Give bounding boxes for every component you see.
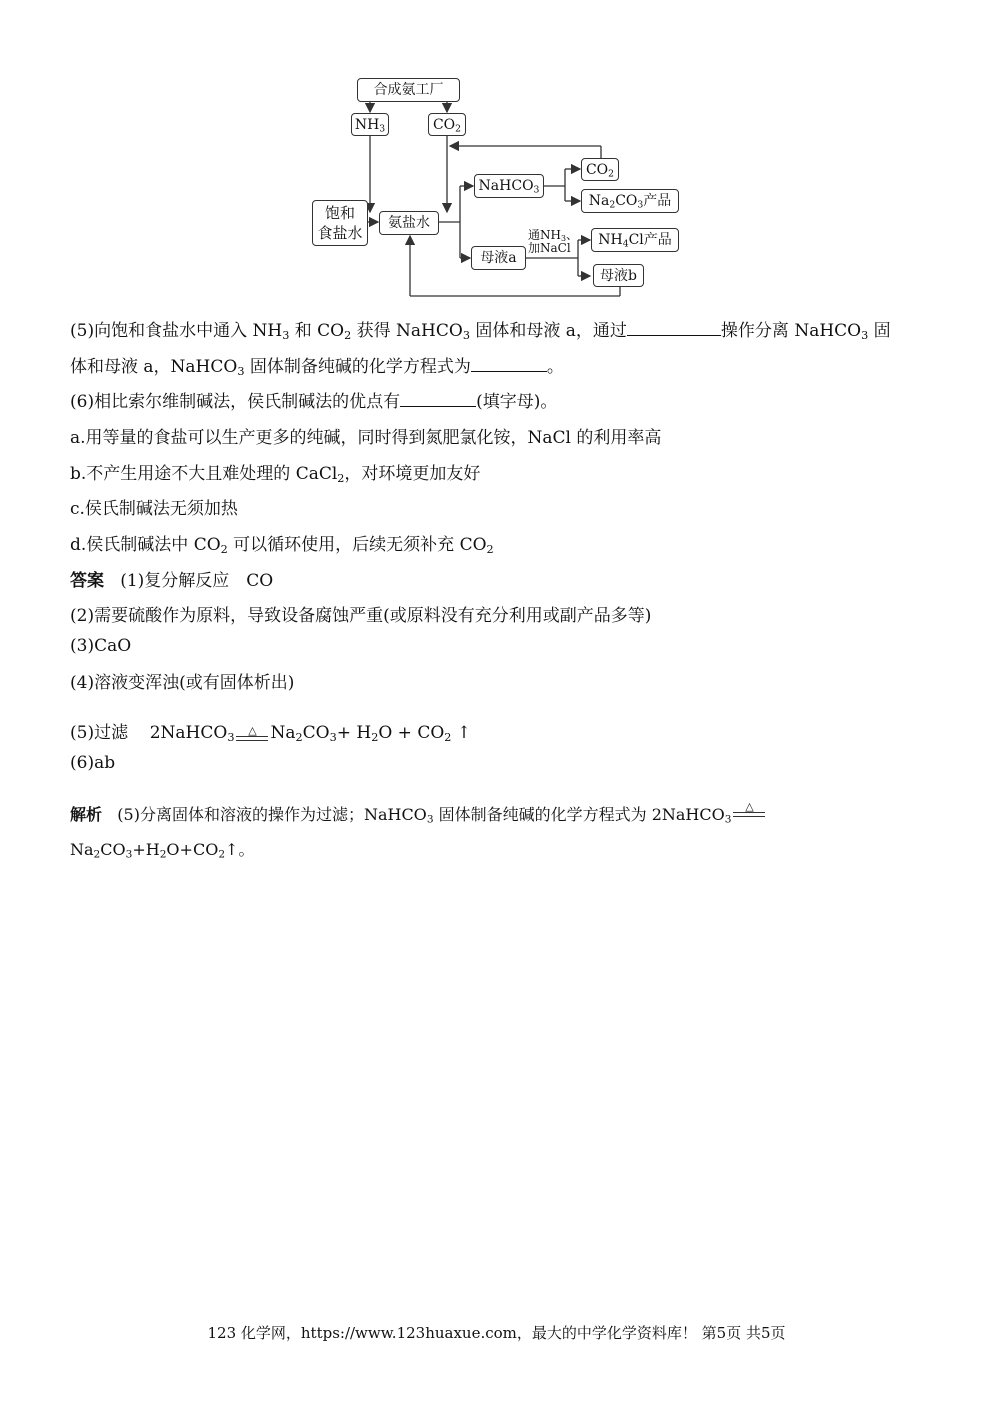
nh4cl-label: $NH_4Cl$产品 — [598, 232, 672, 250]
box-nh4cl-product — [591, 228, 679, 252]
q6-option-a: a.用等量的食盐可以生产更多的纯碱，同时得到氮肥氯化铵，NaCl 的利用率高 — [70, 428, 662, 448]
co2-top-label: $CO_2$ — [432, 116, 462, 134]
box-co2-out — [581, 158, 619, 181]
mother-b-label: 母液b — [600, 267, 637, 284]
mother-a-label: 母液a — [480, 250, 517, 266]
box-co2-top — [428, 113, 466, 136]
q5-blank-2[interactable] — [471, 355, 547, 372]
box-ammonia-factory — [357, 78, 460, 102]
note-add-nh3-nacl — [528, 229, 578, 255]
box-saturated-brine — [312, 200, 368, 246]
box-nahco3 — [474, 174, 544, 198]
answer-line1: 答案 (1)复分解反应 CO — [70, 571, 274, 591]
nh3-label: $NH_3$ — [354, 116, 386, 134]
answer-line6: (6)ab — [70, 753, 116, 773]
ammonia-brine-label: 氨盐水 — [388, 215, 430, 231]
brine-line2: 食盐水 — [317, 224, 363, 242]
box-na2co3-product — [581, 189, 679, 213]
process-flow-diagram — [300, 70, 700, 305]
co2-out-label: $CO_2$ — [585, 161, 615, 179]
note-line2: 加NaCl — [528, 241, 571, 255]
heating-equals-sign: △ — [236, 725, 268, 741]
q5-line1: (5)向饱和食盐水中通入 $NH_3$ 和 $CO_2$ 获得 NaHCO$_3$ 固体和母液 a，通过 操作分离 NaHCO$_3$ 固 — [70, 321, 891, 342]
factory-label: 合成氨工厂 — [373, 82, 444, 98]
analysis-line1: 解析 (5)分离固体和溶液的操作为过滤；NaHCO$_3$ 固体制备纯碱的化学方程式为 2NaHCO$_3$ △ — [70, 801, 767, 825]
box-mother-liquor-b — [593, 264, 644, 287]
analysis-line2: $Na_2CO_3+H_2O+CO_2↑$。 — [70, 840, 255, 861]
brine-line1: 饱和 — [324, 204, 355, 222]
box-mother-liquor-a — [471, 246, 526, 270]
answer-line2: (2)需要硫酸作为原料，导致设备腐蚀严重(或原料没有充分利用或副产品多等) — [70, 606, 652, 626]
answer-line4: (4)溶液变浑浊(或有固体析出) — [70, 673, 295, 693]
q6-stem: (6)相比索尔维制碱法，侯氏制碱法的优点有 (填字母)。 — [70, 392, 558, 412]
q6-option-d: d.侯氏制碱法中 $CO_2$ 可以循环使用，后续无须补充 $CO_2$ — [70, 535, 494, 556]
q5-blank-1[interactable] — [627, 319, 721, 336]
answer-line5: (5)过滤 2NaHCO$_3$ △ $Na_2CO_3+ H_2O + CO_2$ ↑ — [70, 723, 472, 744]
q6-option-c: c.侯氏制碱法无须加热 — [70, 499, 238, 519]
box-ammonia-brine — [379, 211, 439, 235]
note-line1: 通$NH_3$、 — [528, 228, 579, 243]
analysis-label: 解析 — [70, 805, 103, 824]
na2co3-label: $Na_2CO_3$产品 — [588, 193, 672, 211]
page-footer: 123 化学网，https://www.123huaxue.com，最大的中学化学资料库！ 第5页 共5页 — [207, 1324, 786, 1342]
answer-line3: (3)CaO — [70, 636, 132, 656]
q6-blank[interactable] — [400, 390, 476, 407]
analysis-heating-equals-sign: △ — [733, 801, 765, 817]
box-nh3 — [351, 113, 389, 136]
q6-option-b: b.不产生用途不大且难处理的 CaCl$_2$，对环境更加友好 — [70, 464, 481, 485]
answer-label: 答案 — [70, 571, 104, 591]
nahco3-label: NaHCO$_3$ — [478, 178, 540, 196]
q5-line2: 体和母液 a，NaHCO$_3$ 固体制备纯碱的化学方程式为 。 — [70, 357, 564, 378]
